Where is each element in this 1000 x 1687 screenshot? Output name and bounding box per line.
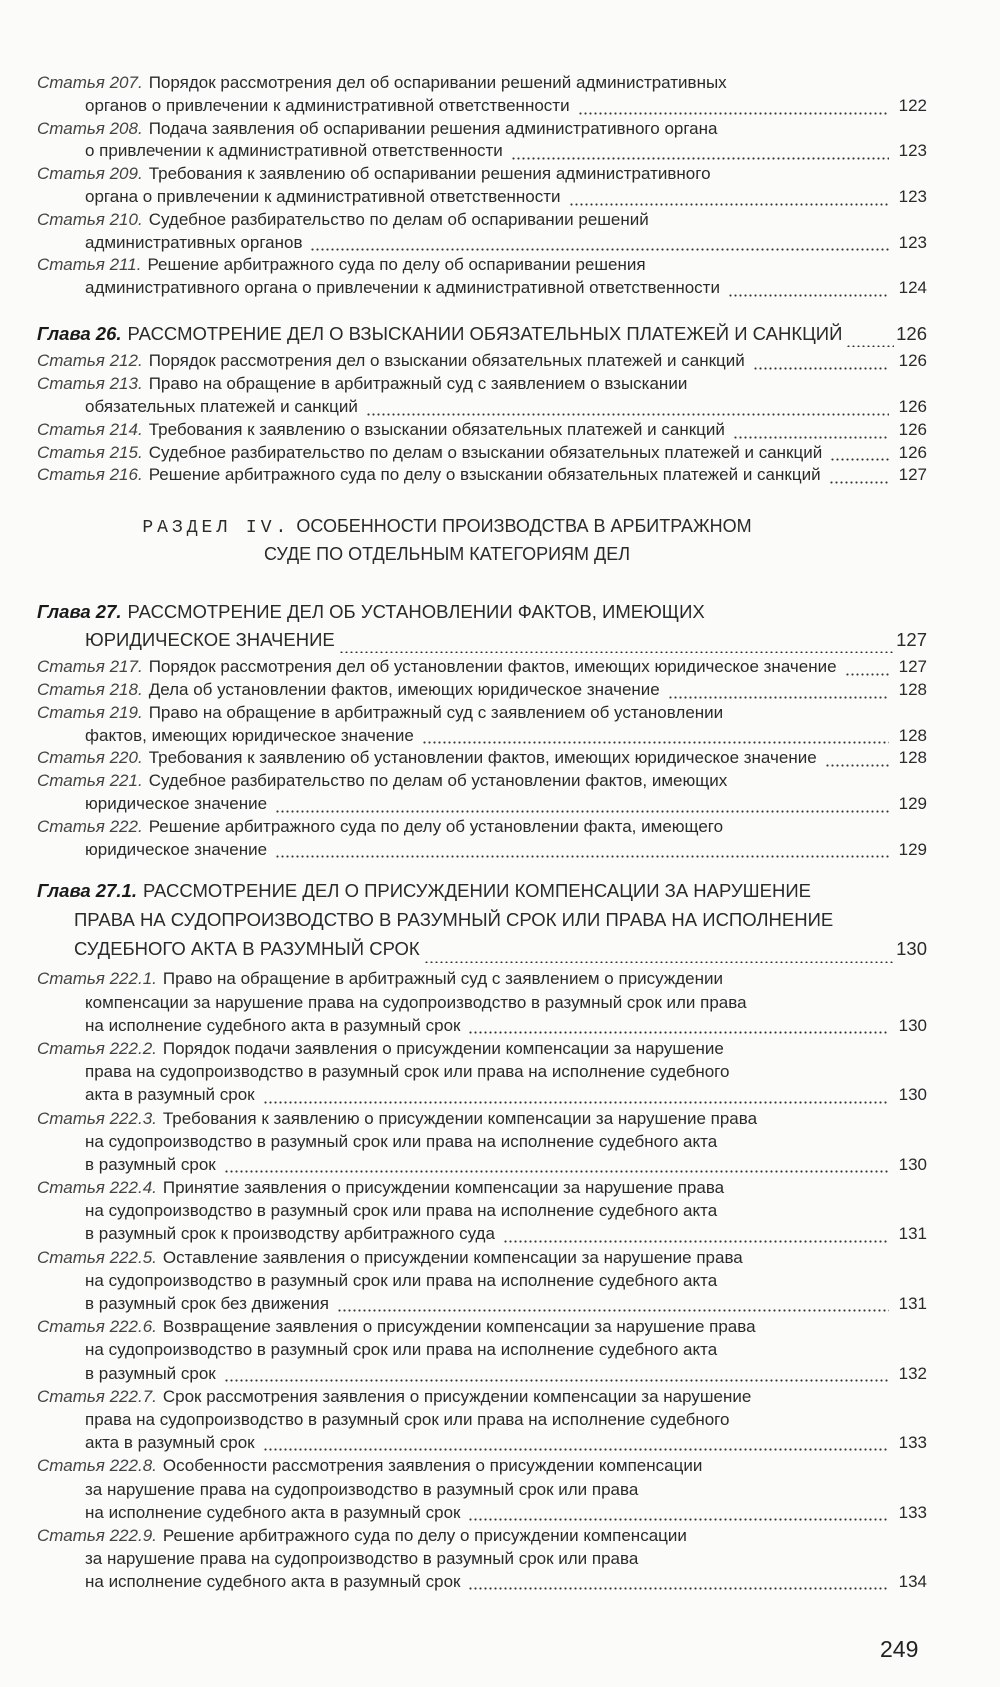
toc-line [37,626,927,654]
toc-line [37,419,927,442]
toc-entry-article[interactable] [37,1385,927,1455]
toc-line [37,163,927,186]
toc-text: акта в разумный срок [85,1085,255,1105]
dot-leader [668,680,889,702]
toc-text: РАССМОТРЕНИЕ ДЕЛ О ПРИСУЖДЕНИИ КОМПЕНСАЦИИ ЗА НАРУШЕНИЕ [142,880,811,902]
toc-text: Подача заявления об оспаривании решения административного органа [148,118,718,138]
dot-leader [845,657,889,679]
page-ref[interactable]: 126 [898,442,927,462]
toc-entry-article[interactable] [37,656,927,679]
toc-text: фактов, имеющих юридическое значение [85,725,414,745]
toc-entry-article[interactable] [37,1454,927,1524]
toc-entry-article[interactable] [37,442,927,465]
toc-entry-article[interactable] [37,350,927,373]
dot-leader [275,839,889,861]
toc-line [37,1083,927,1106]
dot-leader [503,1224,889,1246]
toc-text: в разумный срок без движения [85,1294,329,1314]
toc-line [37,1547,927,1570]
toc-text: Требования к заявлению о присуждении компенсации за нарушение права [162,1108,758,1128]
dot-leader [339,631,894,653]
toc-entry-article[interactable] [37,419,927,442]
toc-entry-article[interactable] [37,679,927,702]
page-ref[interactable]: 126 [896,322,927,344]
toc-text: административных органов [85,232,303,252]
dot-leader [224,1154,889,1176]
toc-text: на исполнение судебного акта в разумный срок [85,1015,461,1035]
toc-text: органа о привлечении к административной ответственности [85,186,561,206]
toc-line [37,1524,927,1547]
page-ref[interactable]: 127 [898,657,927,677]
toc-text: за нарушение права на судопроизводство в разумный срок или права [85,1549,639,1569]
article-label: Статья 222.7. [37,1386,157,1406]
toc-entry-article[interactable] [37,1176,927,1246]
toc-entry-article[interactable] [37,1037,927,1107]
toc-entry-article[interactable] [37,747,927,770]
dot-leader [569,187,889,209]
table-of-contents [37,72,927,1593]
toc-line [37,1478,927,1501]
page-ref[interactable]: 131 [898,1224,927,1244]
page-ref[interactable]: 124 [898,278,927,298]
page-ref[interactable]: 130 [898,1015,927,1035]
page-ref[interactable]: 122 [898,95,927,115]
toc-text: права на судопроизводство в разумный срок или права на исполнение судебного [85,1409,730,1429]
toc-line [37,702,927,725]
section-label: РАЗДЕЛ IV. [142,518,291,539]
article-label: Статья 208. [37,118,143,138]
toc-text: ЮРИДИЧЕСКОЕ ЗНАЧЕНИЕ [85,628,335,650]
toc-text: на судопроизводство в разумный срок или права на исполнение судебного акта [85,1270,718,1290]
article-label: Статья 219. [37,702,143,722]
section-heading [37,513,927,567]
toc-line [37,1107,927,1130]
toc-text: акта в разумный срок [85,1433,255,1453]
toc-line [37,350,927,373]
toc-entry-chapter[interactable] [37,876,927,963]
toc-entry-article[interactable] [37,118,927,164]
page-ref[interactable]: 133 [898,1502,927,1522]
page-ref[interactable]: 130 [896,938,927,960]
toc-line [37,442,927,465]
dot-leader [830,442,889,464]
toc-line [37,793,927,816]
toc-line [37,1014,927,1037]
dot-leader [224,1363,889,1385]
section-heading-line [37,513,857,541]
page-ref[interactable]: 126 [898,351,927,371]
toc-text: административного органа о привлечении к административной ответственности [85,278,720,298]
toc-text: Судебное разбирательство по делам об установлении фактов, имеющих [148,771,728,791]
toc-text: Требования к заявлению об оспаривании решения административного [148,164,711,184]
toc-entry-article[interactable] [37,254,927,300]
toc-entry-article[interactable] [37,373,927,419]
toc-line [37,747,927,770]
dot-leader [275,794,889,816]
toc-line [37,464,927,487]
dot-leader [337,1293,889,1315]
dot-leader [468,1571,889,1593]
article-list [37,967,927,1593]
article-label: Статья 222.2. [37,1038,157,1058]
page-ref[interactable]: 123 [898,141,927,161]
toc-line [37,1431,927,1454]
toc-line [37,876,927,905]
dot-leader [263,1432,889,1454]
toc-line [37,656,927,679]
toc-line [37,95,927,118]
toc-text: Требования к заявлению о взыскании обязательных платежей и санкций [148,419,725,439]
toc-text: РАССМОТРЕНИЕ ДЕЛ ОБ УСТАНОВЛЕНИИ ФАКТОВ, ИМЕЮЩИХ [127,601,705,623]
toc-text: Порядок рассмотрения дел об оспаривании решений административных [148,73,727,92]
toc-line [37,679,927,702]
toc-line [37,1269,927,1292]
article-label: Статья 216. [37,465,143,485]
page-ref[interactable]: 132 [898,1363,927,1383]
toc-line [37,839,927,862]
toc-text: на судопроизводство в разумный срок или права на исполнение судебного акта [85,1201,718,1221]
page-ref[interactable]: 128 [898,748,927,768]
toc-line [37,320,927,348]
toc-line [37,967,927,990]
toc-text: на судопроизводство в разумный срок или права на исполнение судебного акта [85,1131,718,1151]
dot-leader [511,141,889,163]
page-ref[interactable]: 129 [898,794,927,814]
toc-text: Возвращение заявления о присуждении компенсации за нарушение права [162,1317,756,1337]
toc-text: Решение арбитражного суда по делу о взыскании обязательных платежей и санкций [148,465,821,485]
toc-text: СУДЕБНОГО АКТА В РАЗУМНЫЙ СРОК [74,938,420,960]
toc-text: Срок рассмотрения заявления о присуждении компенсации за нарушение [162,1386,752,1406]
toc-line [37,1292,927,1315]
toc-text: Судебное разбирательство по делам о взыскании обязательных платежей и санкций [148,442,823,462]
dot-leader [468,1502,889,1524]
toc-entry-chapter[interactable] [37,320,927,348]
toc-entry-article[interactable] [37,702,927,748]
dot-leader [846,325,894,347]
toc-line [37,725,927,748]
article-label: Статья 209. [37,164,143,184]
toc-entry-article[interactable] [37,1107,927,1177]
page-ref[interactable]: 130 [898,1085,927,1105]
toc-line [37,396,927,419]
page-ref[interactable]: 131 [898,1294,927,1314]
toc-entry-article[interactable] [37,72,927,118]
toc-line [37,232,927,255]
dot-leader [424,941,894,963]
toc-text: о привлечении к административной ответственности [85,141,503,161]
toc-line [37,1385,927,1408]
toc-text: права на судопроизводство в разумный срок или права на исполнение судебного [85,1062,730,1082]
dot-leader [753,351,889,373]
toc-line [37,1454,927,1477]
page-ref[interactable]: 123 [898,186,927,206]
article-label: Статья 222.9. [37,1525,157,1545]
toc-text: в разумный срок к производству арбитражного суда [85,1224,495,1244]
page-ref[interactable]: 123 [898,232,927,252]
chapter-label: Глава 26. [37,322,122,344]
toc-text: органов о привлечении к административной ответственности [85,95,570,115]
article-label: Статья 222.6. [37,1317,157,1337]
toc-text: Порядок рассмотрения дел об установлении фактов, имеющих юридическое значение [148,657,837,677]
toc-line [37,209,927,232]
toc-line [37,1130,927,1153]
toc-text: Особенности рассмотрения заявления о присуждении компенсации [162,1456,703,1476]
toc-line [37,1199,927,1222]
toc-line [37,118,927,141]
toc-text: Дела об установлении фактов, имеющих юридическое значение [148,680,660,700]
toc-line [37,991,927,1014]
toc-text: юридическое значение [85,839,268,859]
article-label: Статья 221. [37,771,143,791]
article-label: Статья 222.4. [37,1178,157,1198]
toc-line [37,1060,927,1083]
toc-text: за нарушение права на судопроизводство в разумный срок или права [85,1479,639,1499]
article-label: Статья 220. [37,748,143,768]
dot-leader [728,278,889,300]
article-label: Статья 222.1. [37,969,157,989]
toc-line [37,186,927,209]
toc-entry-article[interactable] [37,464,927,487]
page-ref[interactable]: 126 [898,419,927,439]
page-ref[interactable]: 133 [898,1433,927,1453]
dot-leader [468,1015,889,1037]
page-ref[interactable]: 134 [898,1572,927,1592]
toc-line [37,598,927,626]
dot-leader [263,1085,889,1107]
toc-text: в разумный срок [85,1154,216,1174]
chapter-label: Глава 27.1. [37,880,137,902]
toc-text: на исполнение судебного акта в разумный срок [85,1572,461,1592]
article-label: Статья 210. [37,209,143,229]
section-title: СУДЕ ПО ОТДЕЛЬНЫМ КАТЕГОРИЯМ ДЕЛ [263,544,631,565]
page-ref[interactable]: 128 [898,725,927,745]
article-label: Статья 222.5. [37,1247,157,1267]
toc-line [37,277,927,300]
article-label: Статья 222. [37,816,143,836]
toc-text: компенсации за нарушение права на судопроизводство в разумный срок или права [85,992,747,1012]
toc-entry-article[interactable] [37,1524,927,1594]
article-list [37,72,927,300]
toc-text: Право на обращение в арбитражный суд с заявлением о присуждении [162,969,723,989]
toc-line [37,1501,927,1524]
article-label: Статья 207. [37,73,143,92]
toc-entry-article[interactable] [37,209,927,255]
toc-text: Решение арбитражного суда по делу об оспаривании решения [147,255,646,275]
toc-text: Порядок рассмотрения дел о взыскании обязательных платежей и санкций [148,351,745,371]
toc-line [37,1222,927,1245]
page-ref[interactable]: 126 [898,397,927,417]
dot-leader [825,748,889,770]
dot-leader [366,397,889,419]
page-ref[interactable]: 128 [898,680,927,700]
toc-text: Оставление заявления о присуждении компенсации за нарушение права [162,1247,743,1267]
article-label: Статья 222.8. [37,1456,157,1476]
article-label: Статья 217. [37,657,143,677]
dot-leader [578,96,889,118]
toc-entry-article[interactable] [37,816,927,862]
article-label: Статья 214. [37,419,143,439]
toc-line [37,816,927,839]
toc-line [37,1315,927,1338]
toc-line [37,1037,927,1060]
page-ref[interactable]: 130 [898,1154,927,1174]
toc-line [37,373,927,396]
toc-line [37,254,927,277]
toc-text: Решение арбитражного суда по делу об установлении факта, имеющего [148,816,724,836]
toc-line [37,1153,927,1176]
toc-text: ПРАВА НА СУДОПРОИЗВОДСТВО В РАЗУМНЫЙ СРОК ИЛИ ПРАВА НА ИСПОЛНЕНИЕ [74,909,834,931]
toc-entry-article[interactable] [37,1246,927,1316]
article-list [37,656,927,861]
toc-text: обязательных платежей и санкций [85,397,358,417]
article-list [37,350,927,487]
toc-text: Требования к заявлению об установлении фактов, имеющих юридическое значение [148,748,817,768]
page-number: 249 [880,1636,919,1662]
article-label: Статья 215. [37,442,143,462]
toc-entry-chapter[interactable] [37,598,927,653]
toc-line [37,72,927,95]
page-ref[interactable]: 127 [896,628,927,650]
toc-line [37,1176,927,1199]
page-ref[interactable]: 129 [898,839,927,859]
toc-text: РАССМОТРЕНИЕ ДЕЛ О ВЗЫСКАНИИ ОБЯЗАТЕЛЬНЫХ ПЛАТЕЖЕЙ И САНКЦИЙ [127,322,843,344]
toc-text: Решение арбитражного суда по делу о присуждении компенсации [162,1525,687,1545]
toc-line [37,1570,927,1593]
toc-text: юридическое значение [85,794,268,814]
toc-entry-article[interactable] [37,967,927,1037]
toc-text: в разумный срок [85,1363,216,1383]
toc-line [37,770,927,793]
toc-text: Судебное разбирательство по делам об оспаривании решений [148,209,649,229]
section-title: ОСОБЕННОСТИ ПРОИЗВОДСТВА В АРБИТРАЖНОМ [296,516,752,537]
toc-line [37,1362,927,1385]
dot-leader [733,420,889,442]
toc-line [37,1408,927,1431]
article-label: Статья 222.3. [37,1108,157,1128]
toc-entry-article[interactable] [37,770,927,816]
page-ref[interactable]: 127 [898,465,927,485]
article-label: Статья 213. [37,374,143,394]
toc-text: на исполнение судебного акта в разумный срок [85,1502,461,1522]
dot-leader [829,465,889,487]
toc-entry-article[interactable] [37,1315,927,1385]
toc-line [37,934,927,963]
article-label: Статья 212. [37,351,143,371]
dot-leader [422,725,889,747]
article-label: Статья 211. [37,255,142,275]
toc-line [37,140,927,163]
toc-entry-article[interactable] [37,163,927,209]
article-label: Статья 218. [37,680,143,700]
toc-line [37,1338,927,1361]
toc-line [37,1246,927,1269]
toc-text: Порядок подачи заявления о присуждении компенсации за нарушение [162,1038,724,1058]
toc-line [37,905,927,934]
toc-text: на судопроизводство в разумный срок или права на исполнение судебного акта [85,1340,718,1360]
toc-text: Право на обращение в арбитражный суд с заявлением о взыскании [148,374,688,394]
dot-leader [310,232,889,254]
toc-text: Принятие заявления о присуждении компенсации за нарушение права [162,1178,725,1198]
toc-text: Право на обращение в арбитражный суд с заявлением об установлении [148,702,724,722]
chapter-label: Глава 27. [37,601,122,623]
